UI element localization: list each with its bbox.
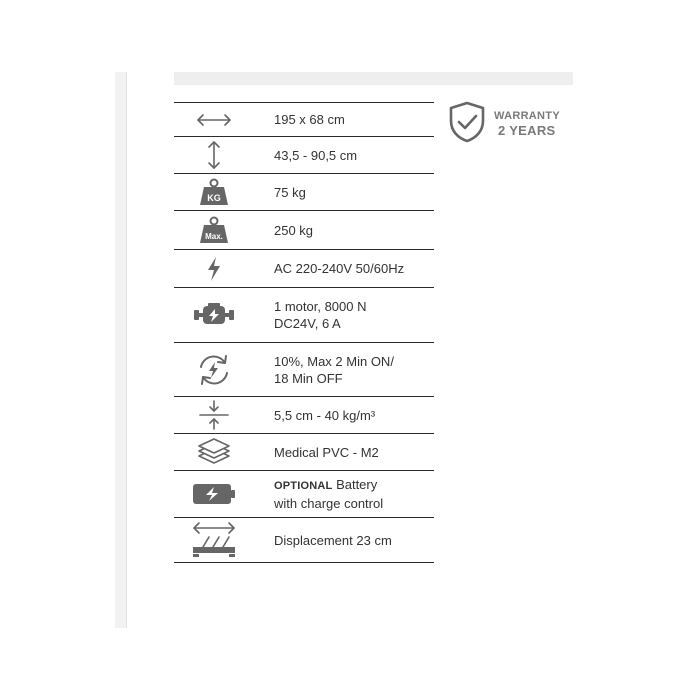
spec-motor-line1: 1 motor, 8000 N (274, 299, 367, 314)
spec-row-battery (174, 471, 434, 518)
motor-icon (174, 302, 254, 328)
spec-row-max-load (174, 211, 434, 250)
spec-battery-text: Battery (336, 477, 378, 492)
displacement-icon (174, 521, 254, 559)
spec-power-value: AC 220-240V 50/60Hz (274, 261, 405, 276)
shield-check-icon (448, 101, 486, 143)
spec-row-displacement (174, 518, 434, 563)
max-load-icon-label: Max. (205, 232, 223, 241)
spec-row-motor (174, 288, 434, 343)
spec-height-value: 43,5 - 90,5 cm (274, 147, 358, 163)
spec-max-load-value: 250 kg (274, 222, 314, 238)
spec-displacement-value: Displacement 23 cm (274, 532, 392, 548)
spec-row-material (174, 434, 434, 471)
weight-kg-icon-label: KG (207, 193, 221, 203)
duty-cycle-icon (174, 353, 254, 387)
spec-table (174, 102, 434, 563)
width-arrows-icon (174, 113, 254, 127)
compression-icon (174, 400, 254, 430)
top-gray-bar (174, 72, 573, 85)
lightning-icon (174, 256, 254, 282)
warranty-title: WARRANTY (494, 110, 560, 122)
spec-row-mattress (174, 397, 434, 434)
layers-icon (174, 438, 254, 466)
spec-duty-line2: 18 Min OFF (274, 370, 343, 386)
spec-weight-value: 75 kg (274, 184, 306, 200)
max-load-weight-icon (174, 216, 254, 244)
warranty-badge (448, 101, 578, 145)
spec-battery-line2: with charge control (274, 496, 384, 511)
spec-row-height (174, 137, 434, 174)
battery-icon (174, 483, 254, 505)
spec-material-value: Medical PVC - M2 (274, 444, 379, 460)
spec-width-value: 195 x 68 cm (274, 112, 345, 127)
spec-battery-line1 (274, 476, 383, 495)
warranty-years: 2 YEARS (498, 123, 556, 138)
spec-duty-line1: 10%, Max 2 Min ON/ (274, 353, 394, 369)
spec-row-duty-cycle (174, 343, 434, 397)
spec-motor-line2: DC24V, 6 A (274, 316, 341, 331)
spec-mattress-value: 5,5 cm - 40 kg/m³ (274, 407, 376, 423)
height-arrows-icon (174, 140, 254, 170)
spec-row-width (174, 103, 434, 137)
spec-row-power (174, 250, 434, 288)
left-divider-strip (115, 72, 127, 628)
spec-row-weight (174, 174, 434, 211)
weight-kg-icon (174, 178, 254, 206)
optional-label: OPTIONAL (274, 480, 333, 492)
